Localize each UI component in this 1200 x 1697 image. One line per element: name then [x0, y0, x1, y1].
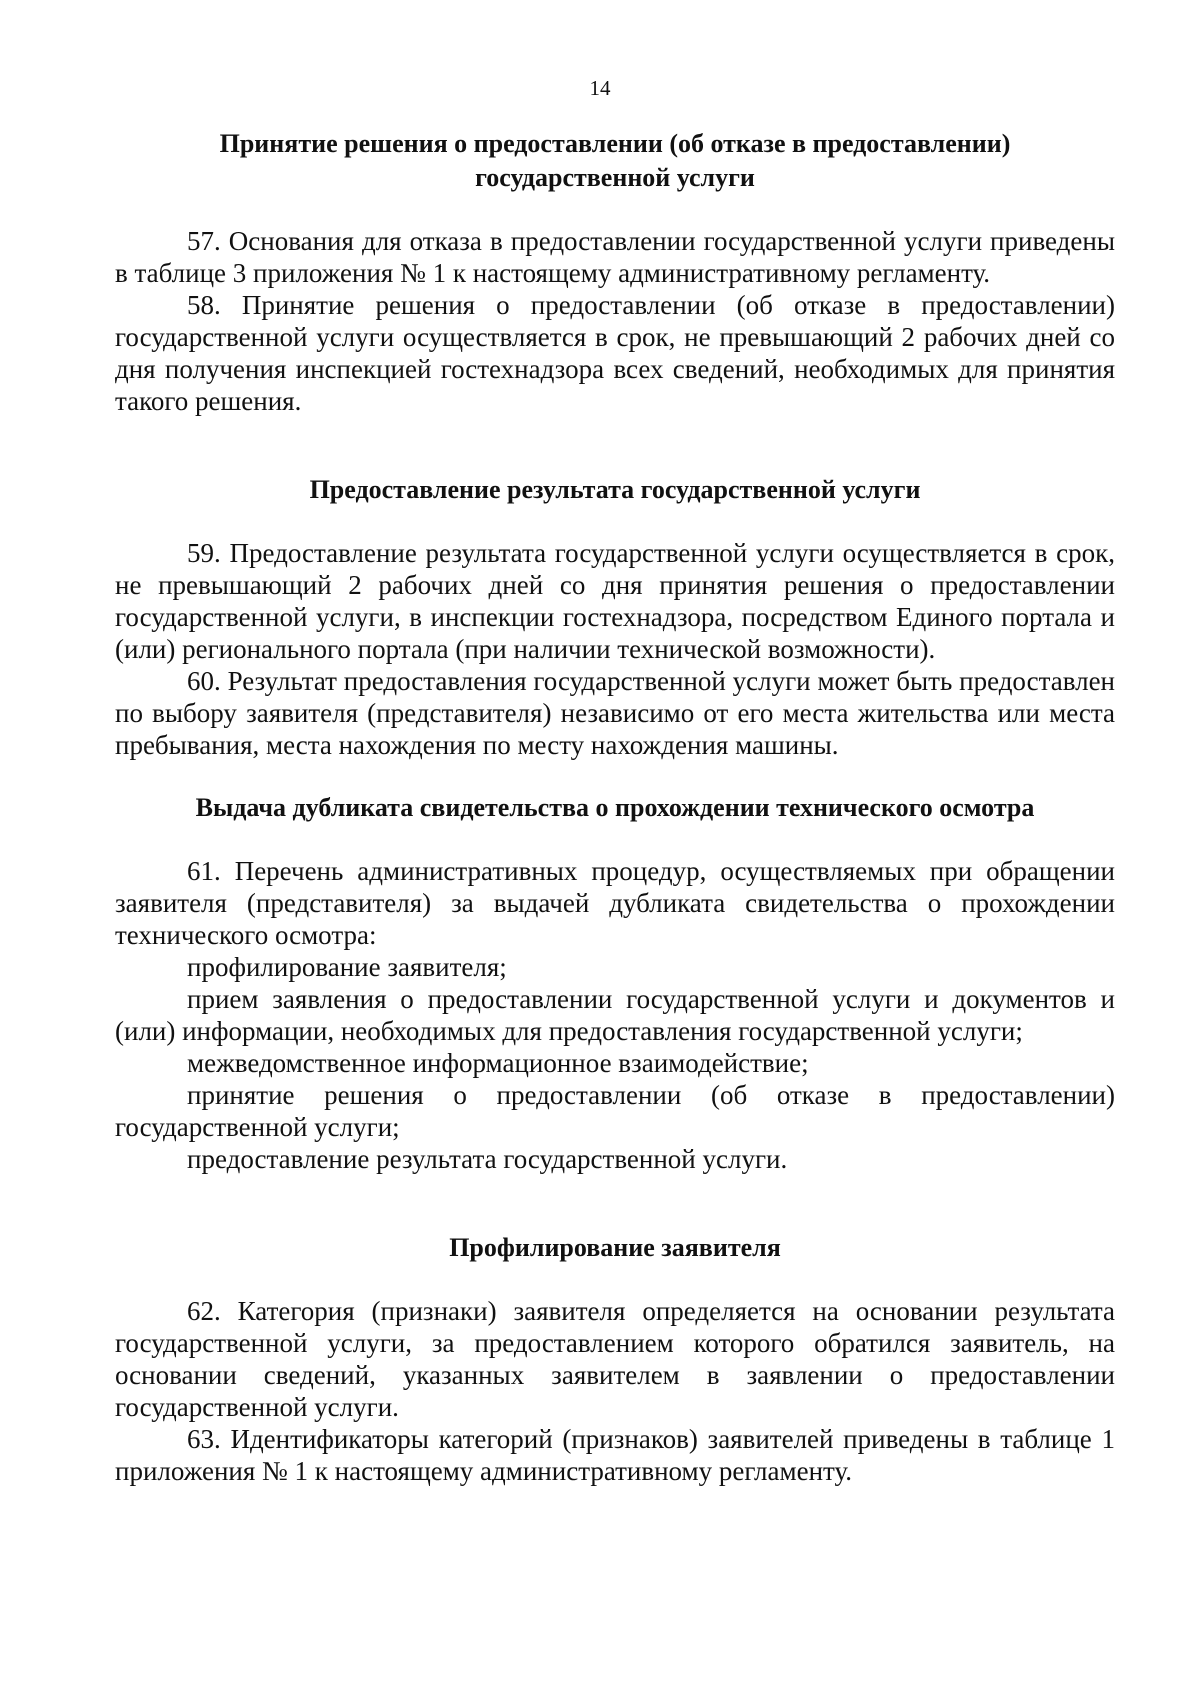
section-heading-decision-line2: государственной услуги — [475, 163, 755, 192]
list-item-result: предоставление результата государственной услуги. — [187, 1144, 788, 1174]
paragraph-62: 62. Категория (признаки) заявителя определяется на основании результата государственной услуги, за предоставлением которого обратился заявитель, на основании сведений, указанных заявителем в заявлении о предоставлении государственной услуги. — [115, 1296, 1115, 1422]
section-result — [115, 473, 1115, 761]
paragraph-57: 57. Основания для отказа в предоставлении государственной услуги приведены в таблице 3 приложения № 1 к настоящему административному регламенту. — [115, 226, 1115, 288]
section-heading-profiling: Профилирование заявителя — [449, 1233, 781, 1262]
list-item-application: прием заявления о предоставлении государственной услуги и документов и (или) информации, необходимых для предоставления государственной услуги; — [115, 984, 1115, 1046]
paragraph-61: 61. Перечень административных процедур, осуществляемых при обращении заявителя (представителя) за выдачей дубликата свидетельства о прохождении технического осмотра: — [115, 856, 1115, 950]
paragraph-60: 60. Результат предоставления государственной услуги может быть предоставлен по выбору заявителя (представителя) независимо от его места жительства или места пребывания, места нахождения по месту нахождения машины. — [115, 666, 1115, 760]
paragraph-59: 59. Предоставление результата государственной услуги осуществляется в срок, не превышающий 2 рабочих дней со дня принятия решения о предоставлении государственной услуги, в инспекции гостехнадзора, посредством Единого портала и (или) регионального портала (при наличии технической возможности). — [115, 538, 1115, 664]
section-profiling — [115, 1231, 1115, 1487]
list-item-decision: принятие решения о предоставлении (об отказе в предоставлении) государственной услуги; — [115, 1080, 1115, 1142]
paragraph-63: 63. Идентификаторы категорий (признаков) заявителей приведены в таблице 1 приложения № 1 к настоящему административному регламенту. — [115, 1424, 1115, 1486]
document-body — [115, 127, 1115, 1487]
section-heading-duplicate: Выдача дубликата свидетельства о прохождении технического осмотра — [195, 793, 1035, 822]
list-item-interagency: межведомственное информационное взаимодействие; — [187, 1048, 809, 1078]
section-duplicate — [115, 791, 1115, 1175]
list-item-profiling: профилирование заявителя; — [187, 952, 507, 982]
section-heading-decision-line1: Принятие решения о предоставлении (об отказе в предоставлении) — [219, 129, 1011, 158]
paragraph-58: 58. Принятие решения о предоставлении (об отказе в предоставлении) государственной услуги осуществляется в срок, не превышающий 2 рабочих дней со дня получения инспекцией гостехнадзора всех сведений, необходимых для принятия такого решения. — [115, 290, 1115, 416]
section-heading-result: Предоставление результата государственной услуги — [309, 475, 921, 504]
section-decision — [115, 127, 1115, 417]
page-number: 14 — [589, 76, 611, 100]
